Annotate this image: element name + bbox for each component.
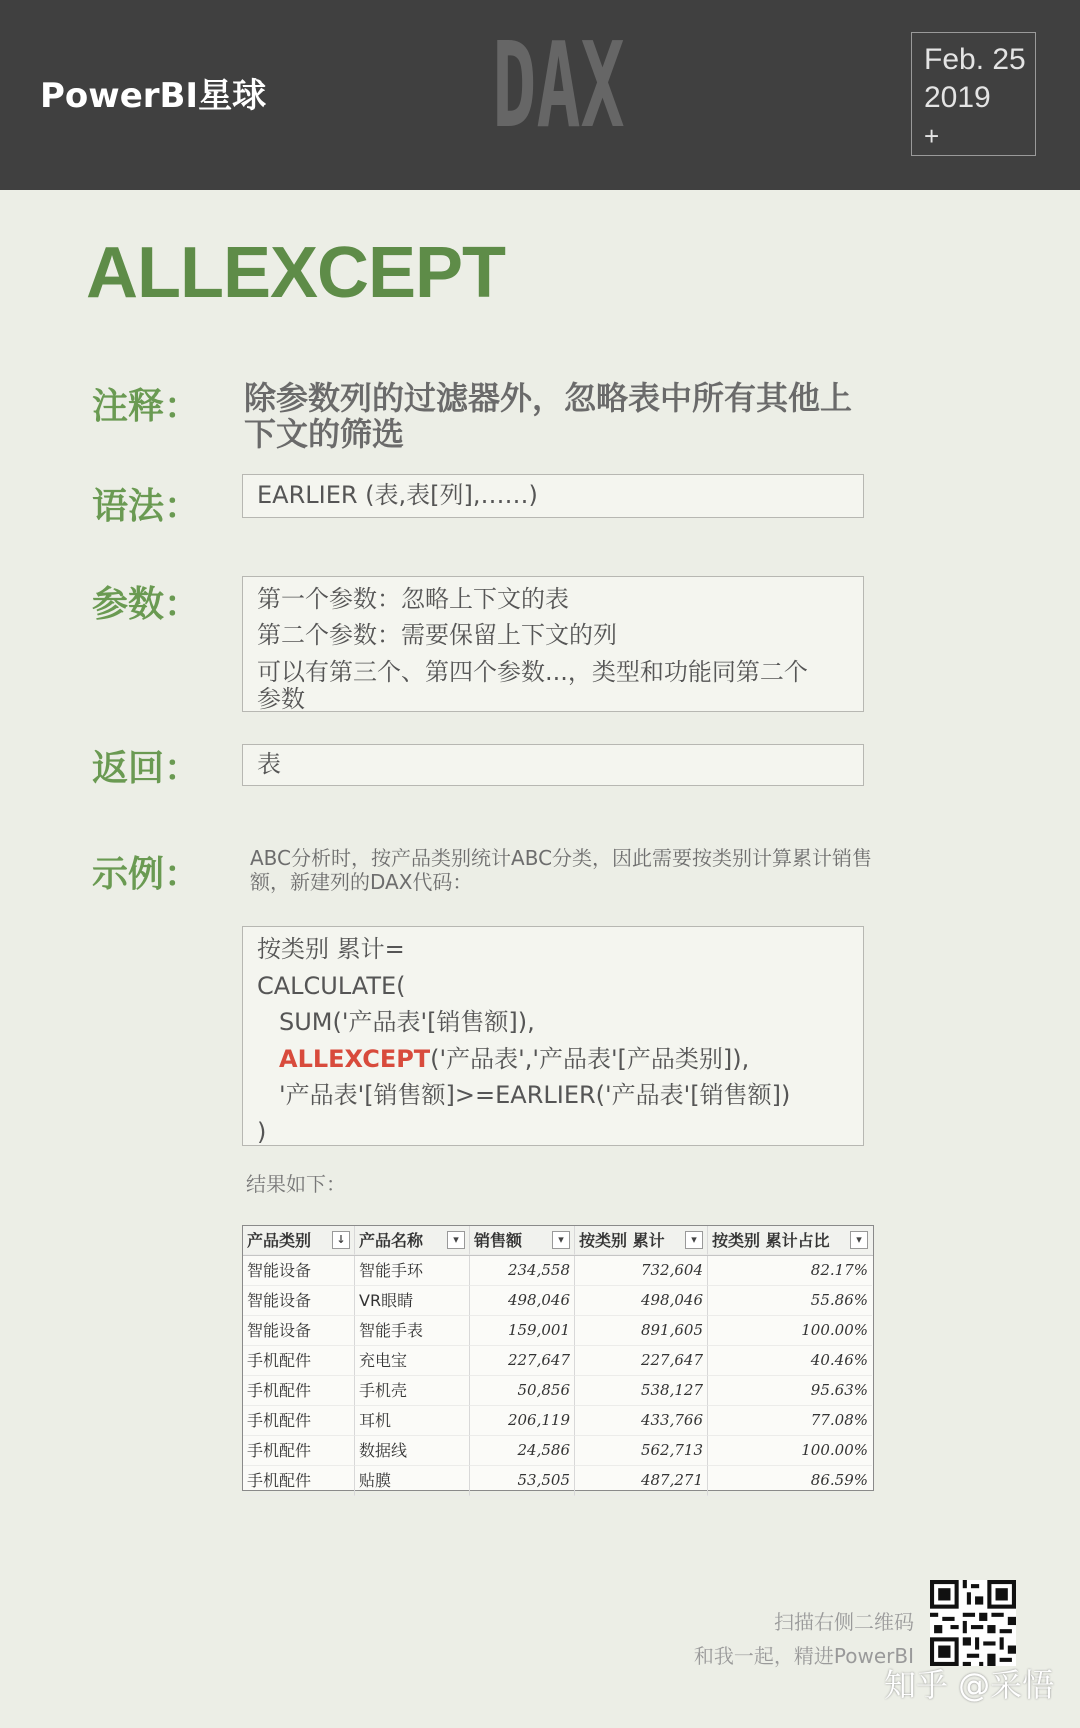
table-cell: 227,647 bbox=[470, 1346, 575, 1376]
table-cell: 50,856 bbox=[470, 1376, 575, 1406]
result-label: 结果如下： bbox=[246, 1172, 346, 1196]
table-cell: 智能手表 bbox=[355, 1316, 470, 1346]
code-line: '产品表'[销售额]>=EARLIER('产品表'[销售额]) bbox=[279, 1081, 791, 1109]
table-cell: 227,647 bbox=[575, 1346, 708, 1376]
table-row bbox=[243, 1376, 873, 1406]
table-cell: 手机配件 bbox=[243, 1346, 355, 1376]
date-month-day: Feb. 25 bbox=[924, 43, 1026, 76]
example-label: 示例： bbox=[92, 854, 201, 895]
brand-logo-text: PowerBI星球 bbox=[40, 76, 267, 116]
note-label: 注释： bbox=[92, 386, 201, 427]
table-cell: 手机壳 bbox=[355, 1376, 470, 1406]
code-line: ) bbox=[257, 1117, 267, 1146]
dropdown-icon[interactable]: ▾ bbox=[685, 1231, 703, 1249]
table-cell: 智能设备 bbox=[243, 1316, 355, 1346]
code-highlight-function: ALLEXCEPT bbox=[279, 1044, 431, 1073]
table-cell: 100.00% bbox=[708, 1436, 872, 1466]
footer-scan-text: 扫描右侧二维码 bbox=[774, 1610, 914, 1634]
param-line: 可以有第三个、第四个参数...，类型和功能同第二个 bbox=[257, 658, 808, 686]
function-title: ALLEXCEPT bbox=[86, 233, 506, 313]
syntax-label: 语法： bbox=[92, 486, 201, 527]
column-header[interactable]: 销售额 ▾ bbox=[470, 1226, 575, 1255]
table-cell: 95.63% bbox=[708, 1376, 872, 1406]
table-cell: 77.08% bbox=[708, 1406, 872, 1436]
column-header[interactable]: 产品类别 ↓ bbox=[243, 1226, 355, 1255]
table-cell: 智能设备 bbox=[243, 1256, 355, 1286]
syntax-box bbox=[242, 474, 864, 518]
result-table bbox=[242, 1225, 874, 1491]
table-cell: 732,604 bbox=[575, 1256, 708, 1286]
table-cell: 手机配件 bbox=[243, 1436, 355, 1466]
table-cell: 487,271 bbox=[575, 1466, 708, 1496]
table-row bbox=[243, 1286, 873, 1316]
table-row bbox=[243, 1346, 873, 1376]
table-cell: 433,766 bbox=[575, 1406, 708, 1436]
table-cell: 智能手环 bbox=[355, 1256, 470, 1286]
table-cell: 贴膜 bbox=[355, 1466, 470, 1496]
code-block bbox=[242, 926, 864, 1146]
code-line: SUM('产品表'[销售额]), bbox=[279, 1008, 535, 1036]
table-cell: 82.17% bbox=[708, 1256, 872, 1286]
table-cell: 159,001 bbox=[470, 1316, 575, 1346]
sort-desc-dropdown-icon[interactable]: ↓ bbox=[332, 1231, 350, 1249]
plus-icon: + bbox=[924, 121, 940, 151]
dropdown-icon[interactable]: ▾ bbox=[552, 1231, 570, 1249]
table-cell: VR眼睛 bbox=[355, 1286, 470, 1316]
header-bar bbox=[0, 0, 1080, 190]
code-line: CALCULATE( bbox=[257, 971, 406, 1000]
date-badge bbox=[911, 32, 1036, 156]
dropdown-icon[interactable]: ▾ bbox=[850, 1231, 868, 1249]
return-box bbox=[242, 744, 864, 786]
table-header-row bbox=[243, 1226, 873, 1256]
param-line: 第一个参数：忽略上下文的表 bbox=[257, 585, 569, 613]
param-line: 第二个参数：需要保留上下文的列 bbox=[257, 621, 617, 649]
table-cell: 40.46% bbox=[708, 1346, 872, 1376]
table-cell: 498,046 bbox=[470, 1286, 575, 1316]
code-args: ('产品表','产品表'[产品类别]), bbox=[430, 1044, 750, 1073]
example-description: ABC分析时，按产品类别统计ABC分类，因此需要按类别计算累计销售额，新建列的DAX代码： bbox=[250, 846, 873, 894]
table-cell: 53,505 bbox=[470, 1466, 575, 1496]
table-cell: 智能设备 bbox=[243, 1286, 355, 1316]
table-cell: 891,605 bbox=[575, 1316, 708, 1346]
column-header[interactable]: 按类别 累计 ▾ bbox=[575, 1226, 708, 1255]
params-box bbox=[242, 576, 864, 712]
params-label: 参数： bbox=[92, 584, 201, 625]
table-cell: 498,046 bbox=[575, 1286, 708, 1316]
table-cell: 手机配件 bbox=[243, 1466, 355, 1496]
return-label: 返回： bbox=[92, 748, 201, 789]
table-cell: 206,119 bbox=[470, 1406, 575, 1436]
table-cell: 538,127 bbox=[575, 1376, 708, 1406]
dropdown-icon[interactable]: ▾ bbox=[447, 1231, 465, 1249]
column-header[interactable]: 按类别 累计占比 ▾ bbox=[708, 1226, 872, 1255]
param-line: 参数 bbox=[257, 685, 305, 713]
table-row bbox=[243, 1466, 873, 1496]
date-year: 2019 bbox=[924, 81, 991, 114]
table-cell: 数据线 bbox=[355, 1436, 470, 1466]
column-header[interactable]: 产品名称 ▾ bbox=[355, 1226, 470, 1255]
table-cell: 手机配件 bbox=[243, 1376, 355, 1406]
table-cell: 耳机 bbox=[355, 1406, 470, 1436]
table-cell: 86.59% bbox=[708, 1466, 872, 1496]
table-row bbox=[243, 1316, 873, 1346]
table-cell: 手机配件 bbox=[243, 1406, 355, 1436]
return-text: 表 bbox=[257, 750, 281, 778]
footer-join-text: 和我一起，精进PowerBI bbox=[693, 1644, 914, 1668]
table-cell: 100.00% bbox=[708, 1316, 872, 1346]
note-text: 除参数列的过滤器外，忽略表中所有其他上下文的筛选 bbox=[244, 379, 853, 453]
table-row bbox=[243, 1436, 873, 1466]
zhihu-watermark: 知乎 @采悟 bbox=[884, 1666, 1055, 1704]
table-row bbox=[243, 1256, 873, 1286]
table-cell: 充电宝 bbox=[355, 1346, 470, 1376]
table-cell: 24,586 bbox=[470, 1436, 575, 1466]
qr-code-icon bbox=[930, 1580, 1016, 1666]
code-line: 按类别 累计= bbox=[257, 935, 405, 963]
dax-watermark: DAX bbox=[492, 16, 625, 154]
table-cell: 234,558 bbox=[470, 1256, 575, 1286]
table-cell: 55.86% bbox=[708, 1286, 872, 1316]
syntax-text: EARLIER (表,表[列],……) bbox=[257, 481, 538, 509]
code-line bbox=[257, 1041, 863, 1078]
table-cell: 562,713 bbox=[575, 1436, 708, 1466]
table-row bbox=[243, 1406, 873, 1436]
